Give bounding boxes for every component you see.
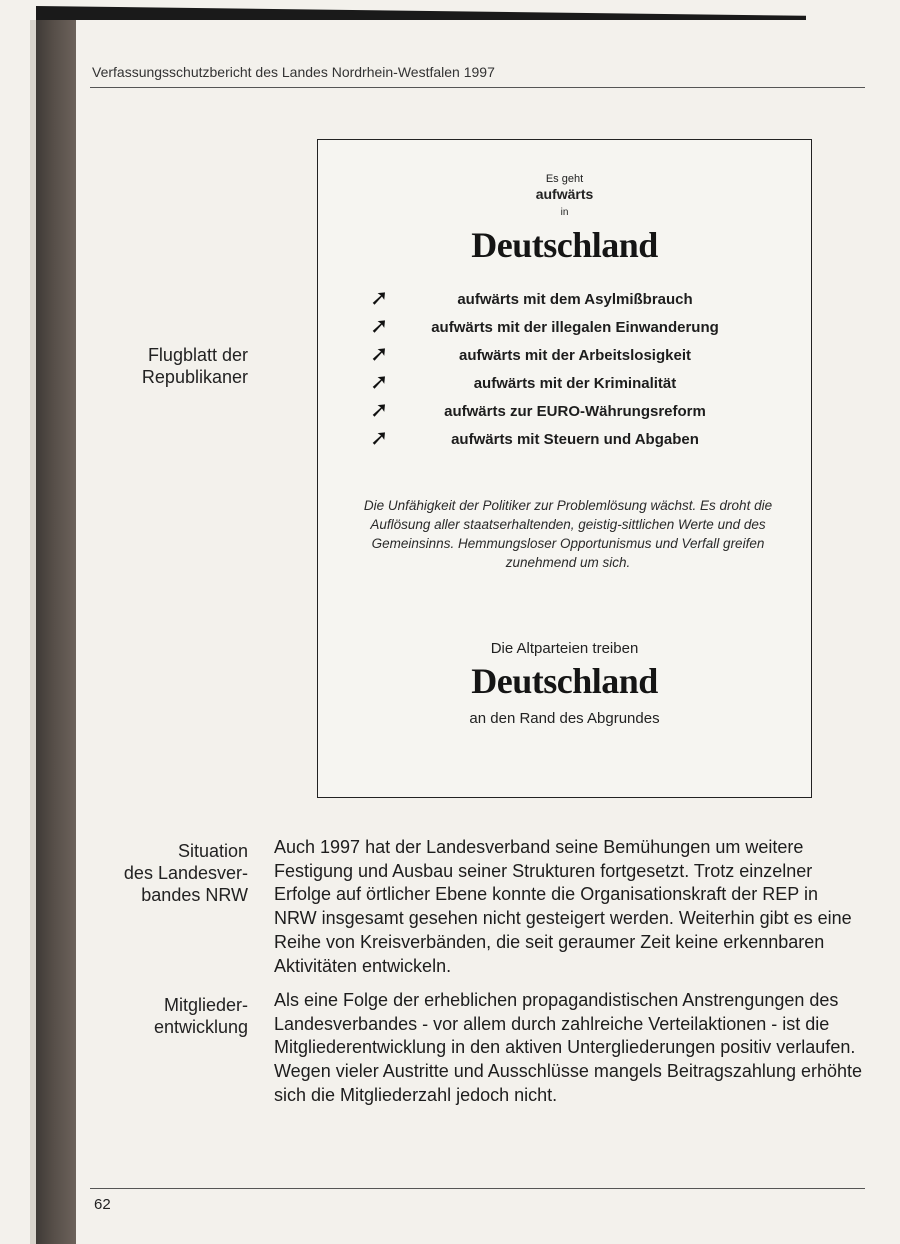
- flyer-headline: Deutschland: [471, 225, 658, 265]
- body-paragraph-members: Als eine Folge der erheblichen propagandistischen Anstrengungen des Landesverbandes - vor allem durch zahlreiche Verteilaktionen - ist die Mitgliederentwicklung in den aktiven Untergliederungen positiv verlaufen. Wegen vieler Austritte und Ausschlüsse mangels Beitragszahlung erhöhte sich die Mitgliederzahl jedoch nicht.: [274, 990, 863, 1105]
- arrow-up-right-icon: ➚: [370, 398, 389, 423]
- margin-note-members: Mitglieder- entwicklung: [153, 995, 248, 1037]
- flyer-bullet-text: aufwärts zur EURO-Währungsreform: [444, 403, 706, 420]
- flyer-bullet: [370, 371, 720, 399]
- flyer-bullet-list: [370, 287, 720, 455]
- flyer-bullet: [370, 287, 720, 315]
- flyer-bullet-text: aufwärts mit der Arbeitslosigkeit: [458, 347, 691, 364]
- arrow-up-right-icon: ➚: [370, 426, 389, 451]
- flyer-eyebrow-2: aufwärts: [535, 186, 594, 202]
- flyer-eyebrow-1: Es geht: [545, 173, 584, 185]
- flyer-subtitle-1: Die Altparteien treiben: [490, 640, 639, 657]
- flyer-bullet-text: aufwärts mit der Kriminalität: [473, 375, 677, 392]
- page-number: 62: [94, 1196, 111, 1213]
- arrow-up-right-icon: ➚: [370, 286, 389, 311]
- book-spine-shadow: [36, 20, 76, 1244]
- running-header: Verfassungsschutzbericht des Landes Nordrhein-Westfalen 1997: [92, 64, 495, 80]
- margin-note-situation: Situation des Landesver- bandes NRW: [123, 841, 248, 905]
- footer-rule: [90, 1188, 865, 1189]
- body-paragraph-situation: Auch 1997 hat der Landesverband seine Bemühungen um weitere Festigung und Ausbau seiner Strukturen fortgesetzt. Trotz einzelner Erfolge auf örtlicher Ebene konnte die Organisationskraft der REP in NRW insgesamt gesehen nicht gesteigert werden. Weiterhin gibt es eine Reihe von Kreisverbänden, die seit geraumer Zeit keine erkennbaren Aktivitäten entwickeln.: [274, 837, 852, 976]
- top-scan-bar: [36, 6, 806, 20]
- arrow-up-right-icon: ➚: [370, 370, 389, 395]
- arrow-up-right-icon: ➚: [370, 342, 389, 367]
- margin-note-flyer: Flugblatt der Republikaner: [141, 345, 248, 387]
- flyer-headline-2: Deutschland: [471, 661, 658, 701]
- flyer-bullet-text: aufwärts mit dem Asylmißbrauch: [457, 291, 693, 308]
- flyer-bullet: [370, 315, 720, 343]
- flyer-image: [317, 139, 812, 798]
- header-rule: [90, 87, 865, 88]
- flyer-italic-statement: Die Unfähigkeit der Politiker zur Problemlösung wächst. Es droht die Auflösung aller staatserhaltenden, geistig-sittlichen Werte und des Gemeinsinns. Hemmungsloser Opportunismus und Verfall greifen zunehmend um sich.: [363, 498, 773, 570]
- flyer-bullet: [370, 399, 720, 427]
- flyer-eyebrow-3: in: [560, 207, 569, 218]
- flyer-bullet: [370, 427, 720, 455]
- flyer-bullet-text: aufwärts mit Steuern und Abgaben: [451, 431, 699, 448]
- arrow-up-right-icon: ➚: [370, 314, 389, 339]
- flyer-bullet: [370, 343, 720, 371]
- flyer-bullet-text: aufwärts mit der illegalen Einwanderung: [431, 319, 719, 336]
- flyer-subtitle-2: an den Rand des Abgrundes: [469, 710, 660, 727]
